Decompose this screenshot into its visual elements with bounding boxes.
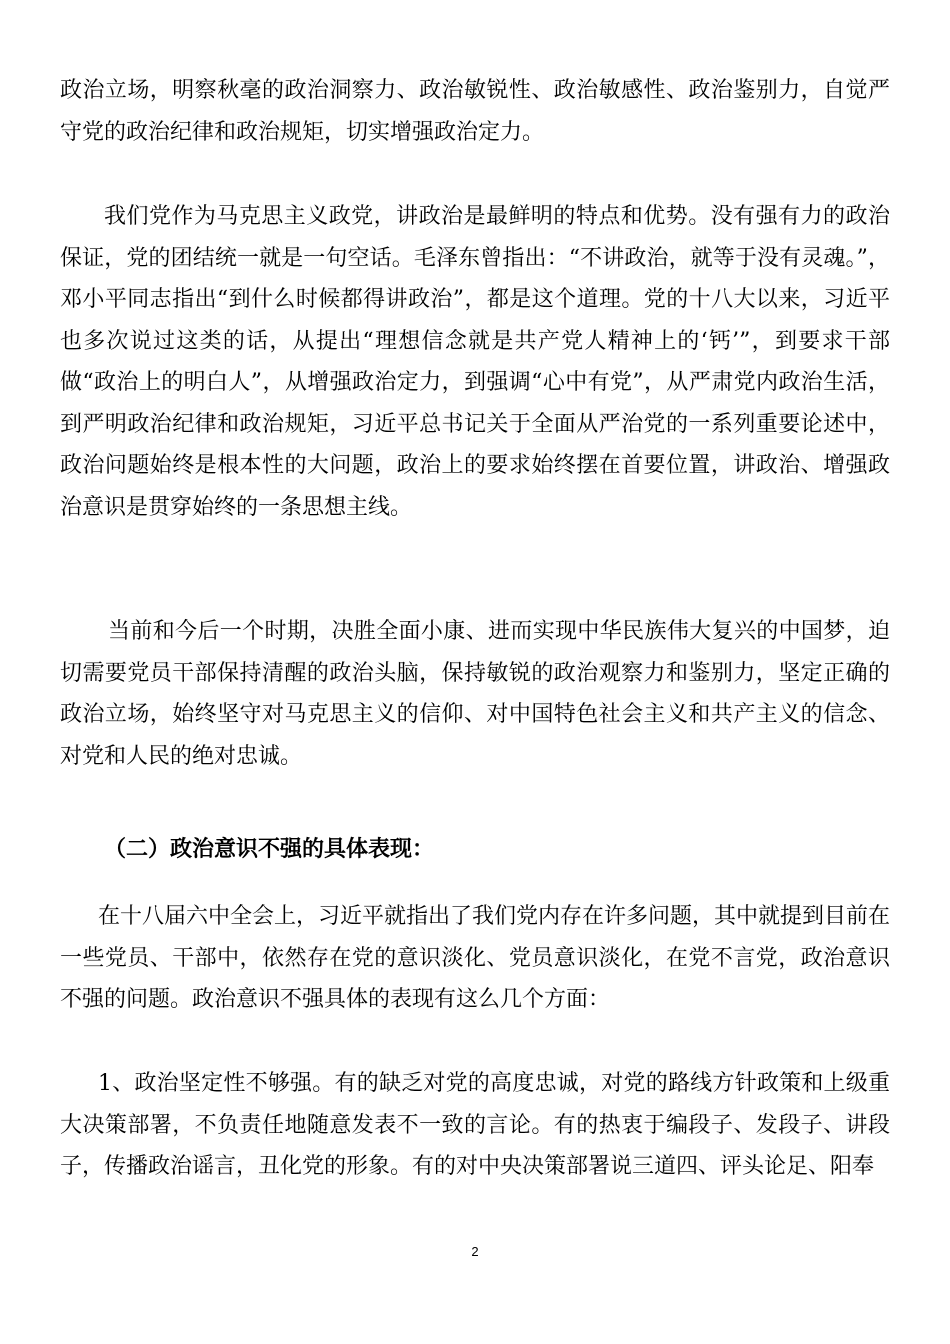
paragraph-4: 在十八届六中全会上，习近平就指出了我们党内存在许多问题，其中就提到目前在一些党员、干部中，依然存在党的意识淡化、党员意识淡化，在党不言党，政治意识不强的问题。政治意识不强具体的表现有这么几个方面： [60,904,891,1012]
paragraph-2: 我们党作为马克思主义政党，讲政治是最鲜明的特点和优势。没有强有力的政治保证，党的团结统一就是一句空话。毛泽东曾指出：“不讲政治，就等于没有灵魂。”，邓小平同志指出“到什么时候都得讲政治”，都是这个道理。党的十八大以来，习近平也多次说过这类的话，从提出“理想信念就是共产党人精神上的‘钙’”，到要求干部做“政治上的明白人”，从增强政治定力，到强调“心中有党”，从严肃党内政治生活，到严明政治纪律和政治规矩，习近平总书记关于全面从严治党的一系列重要论述中，政治问题始终是根本性的大问题，政治上的要求始终摆在首要位置，讲政治、增强政治意识是贯穿始终的一条思想主线。 [60,204,890,520]
paragraph-5: 1、政治坚定性不够强。有的缺乏对党的高度忠诚，对党的路线方针政策和上级重大决策部署，不负责任地随意发表不一致的言论。有的热衷于编段子、发段子、讲段子，传播政治谣言，丑化党的形象。有的对中央决策部署说三道四、评头论足、阳奉 [60,1071,890,1179]
paragraph-3: 当前和今后一个时期，决胜全面小康、进而实现中华民族伟大复兴的中国梦，迫切需要党员干部保持清醒的政治头脑，保持敏锐的政治观察力和鉴别力，坚定正确的政治立场，始终坚守对马克思主义的信仰、对中国特色社会主义和共产主义的信念、对党和人民的绝对忠诚。 [60,619,890,769]
section-heading: （二）政治意识不强的具体表现： [104,836,435,862]
paragraph-1: 政治立场，明察秋毫的政治洞察力、政治敏锐性、政治敏感性、政治鉴别力，自觉严守党的政治纪律和政治规矩，切实增强政治定力。 [60,78,890,145]
page-number: 2 [471,1244,479,1259]
